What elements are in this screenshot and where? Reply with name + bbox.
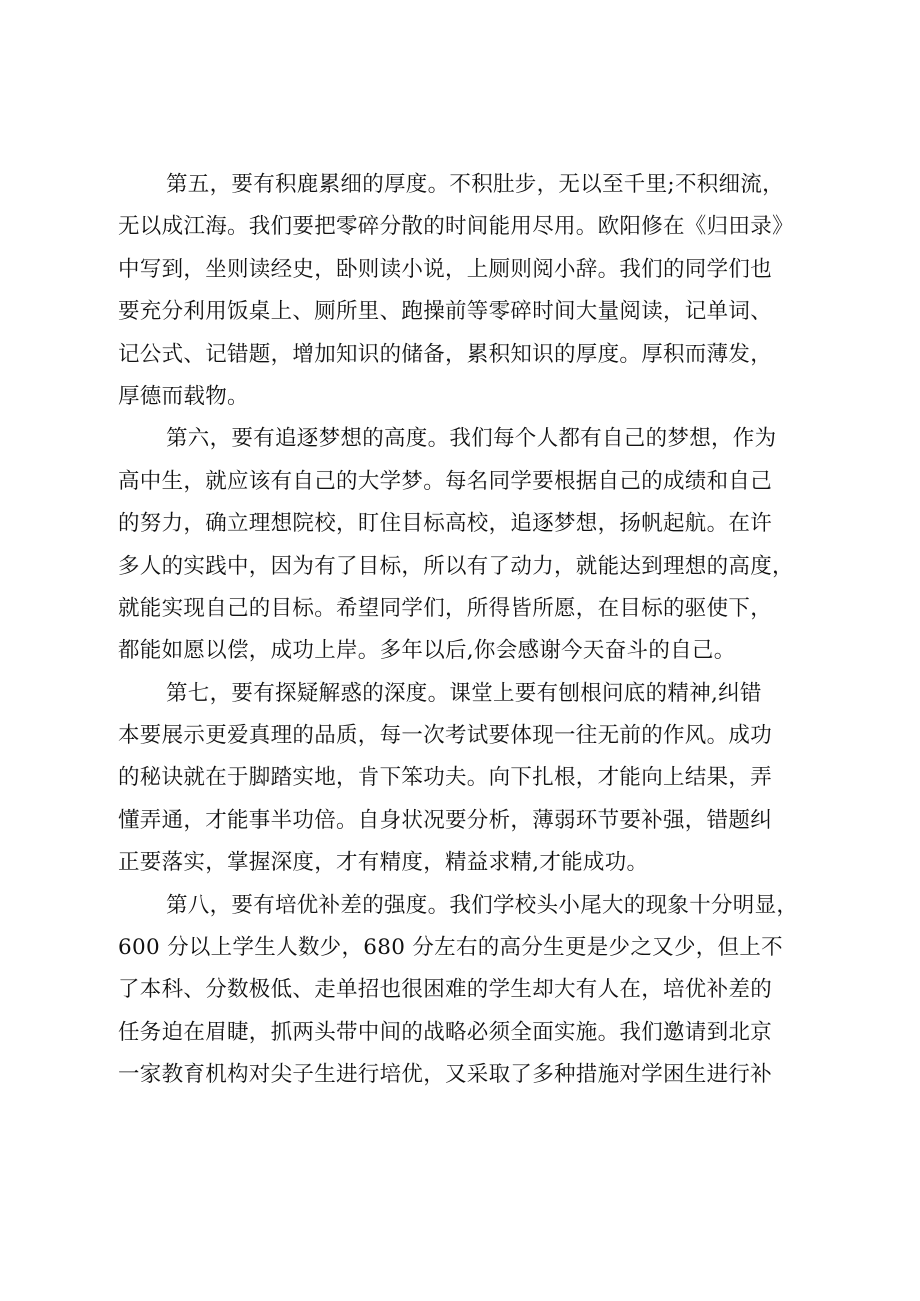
text-line: 了本科、分数极低、走单招也很困难的学生却大有人在，培优补差的: [118, 977, 773, 1003]
text-line: 本要展示更爱真理的品质，每一次考试要体现一往无前的作风。成功: [118, 723, 773, 749]
text-line: 一家教育机构对尖子生进行培优，又采取了多种措施对学困生进行补: [118, 1062, 773, 1088]
text-line: 第八，要有培优补差的强度。我们学校头小尾大的现象十分明显，: [166, 892, 799, 918]
paragraph-8: [118, 885, 818, 1097]
text-line: 就能实现自己的目标。希望同学们，所得皆所愿，在目标的驱使下，: [118, 595, 773, 621]
text-line: 多人的实践中，因为有了目标，所以有了动力，就能达到理想的高度，: [118, 553, 794, 579]
text-line: 无以成江海。我们要把零碎分散的时间能用尽用。欧阳修在《归田录》: [118, 214, 794, 240]
text-line: 厚德而载物。: [118, 383, 249, 409]
text-line: 的努力，确立理想院校，盯住目标高校，追逐梦想，扬帆起航。在许: [118, 511, 773, 537]
text-line: 任务迫在眉睫，抓两头带中间的战略必须全面实施。我们邀请到北京: [118, 1019, 773, 1045]
text-line: 第五，要有积鹿累细的厚度。不积肚步，无以至千里;不积细流，: [166, 172, 784, 197]
text-line: 的秘诀就在于脚踏实地，肯下笨功夫。向下扎根，才能向上结果，弄: [118, 765, 773, 791]
text-line: 中写到，坐则读经史，卧则读小说，上厕则阅小辞。我们的同学们也: [118, 256, 773, 282]
text-line: 正要落实，掌握深度，才有精度，精益求精,才能成功。: [118, 850, 649, 876]
document-body: [118, 164, 818, 1097]
text-line: 记公式、记错题，增加知识的储备，累积知识的厚度。厚积而薄发，: [118, 341, 773, 367]
text-line: 第六，要有追逐梦想的高度。我们每个人都有自己的梦想，作为: [166, 426, 777, 452]
paragraph-7: [118, 673, 818, 885]
paragraph-6: [118, 418, 818, 672]
text-line: 要充分利用饭桌上、厕所里、跑操前等零碎时间大量阅读，记单词、: [118, 299, 773, 325]
text-line: 第七，要有探疑解惑的深度。课堂上要有刨根问底的精神,纠错: [166, 680, 762, 706]
text-line: 600 分以上学生人数少，680 分左右的高分生更是少之又少，但上不: [118, 935, 783, 961]
text-line: 都能如愿以偿，成功上岸。多年以后,你会感谢今天奋斗的自己。: [118, 638, 736, 664]
paragraph-5: [118, 164, 818, 418]
text-line: 懂弄通，才能事半功倍。自身状况要分析，薄弱环节要补强，错题纠: [118, 807, 773, 833]
text-line: 高中生，就应该有自己的大学梦。每名同学要根据自己的成绩和自己: [118, 468, 773, 494]
